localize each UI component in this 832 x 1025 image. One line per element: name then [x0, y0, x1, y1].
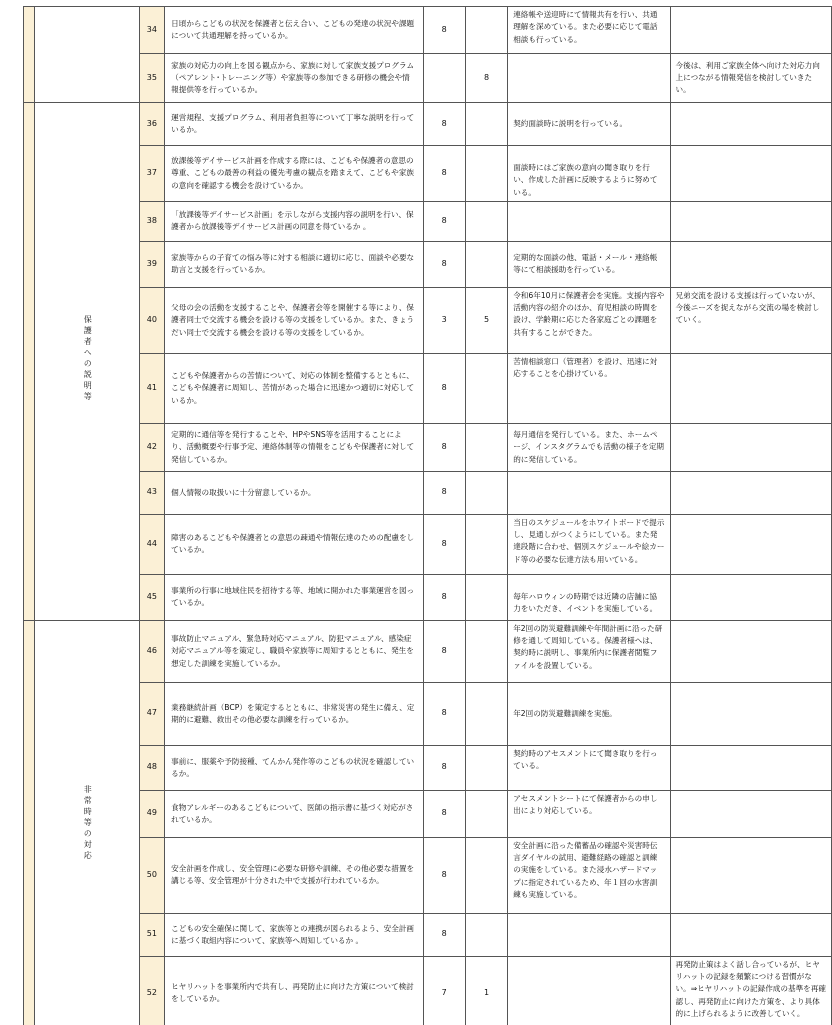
item-question: 父母の会の活動を支援することや、保護者会等を開催する等により、保護者同士で交流する機会を設ける等の支援をしているか。また、きょうだい同士で交流する機会を設ける等の支援をしているか。 [165, 287, 423, 353]
improvement-note [508, 956, 670, 1025]
item-number: 48 [139, 745, 165, 790]
item-question: ヒヤリハットを事業所内で共有し、再発防止に向けた方策について検討をしているか。 [165, 956, 423, 1025]
improvement-note [508, 913, 670, 956]
future-plan: 今後は、利用ご家族全体へ向けた対応力向上につながる情報発信を検討していきたい。 [670, 54, 831, 103]
improvement-note: 毎月通信を発行している。また、ホームページ、インスタグラムでも活動の様子を定期的に発信している。 [508, 423, 670, 471]
no-count [465, 574, 507, 620]
yes-count: 8 [423, 201, 465, 241]
future-plan: 兄弟交流を設ける支援は行っていないが、今後ニーズを捉えながら交流の場を検討していく。 [670, 287, 831, 353]
yes-count: 8 [423, 790, 465, 837]
item-number: 36 [139, 103, 165, 146]
table-row [24, 574, 832, 620]
yes-count: 8 [423, 423, 465, 471]
item-number: 35 [139, 54, 165, 103]
future-plan [670, 7, 831, 54]
no-count [465, 682, 507, 745]
item-question: 日頃からこどもの状況を保護者と伝え合い、こどもの発達の状況や課題について共通理解を持っているか。 [165, 7, 423, 54]
item-question: 「放課後等デイサービス計画」を示しながら支援内容の説明を行い、保護者から放課後等デイサービス計画の同意を得ているか 。 [165, 201, 423, 241]
table-row [24, 146, 832, 202]
improvement-note: アセスメントシートにて保護者からの申し出により対応している。 [508, 790, 670, 837]
yes-count: 8 [423, 913, 465, 956]
evaluation-table [23, 6, 832, 1025]
yes-count: 8 [423, 745, 465, 790]
table-row [24, 682, 832, 745]
item-question: 事故防止マニュアル、緊急時対応マニュアル、防犯マニュアル、感染症対応マニュアル等を策定し、職員や家族等に周知するとともに、発生を想定した訓練を実施しているか。 [165, 620, 423, 682]
item-question: こどもや保護者からの苦情について、対応の体制を整備するとともに、こどもや保護者に周知し、苦情があった場合に迅速かつ適切に対応しているか。 [165, 353, 423, 423]
improvement-note: 毎年ハロウィンの時期では近隣の店舗に協力をいただき、イベントを実施している。 [508, 574, 670, 620]
improvement-note: 年2回の防災避難訓練を実施。 [508, 682, 670, 745]
no-count: 5 [465, 287, 507, 353]
table-row [24, 103, 832, 146]
item-number: 38 [139, 201, 165, 241]
future-plan [670, 103, 831, 146]
item-number: 43 [139, 471, 165, 514]
table-row [24, 353, 832, 423]
yes-count: 8 [423, 574, 465, 620]
no-count [465, 146, 507, 202]
future-plan [670, 620, 831, 682]
yes-count: 8 [423, 241, 465, 287]
table-row [24, 241, 832, 287]
category-label: 非常時等の対応 [83, 784, 93, 862]
table-row [24, 7, 832, 54]
item-question: 食物アレルギーのあるこどもについて、医師の指示書に基づく対応がされているか。 [165, 790, 423, 837]
item-number: 41 [139, 353, 165, 423]
improvement-note: 苦情相談窓口（管理者）を設け、迅速に対応することを心掛けている。 [508, 353, 670, 423]
item-number: 39 [139, 241, 165, 287]
item-question: 事前に、服薬や予防接種、てんかん発作等のこどもの状況を確認しているか。 [165, 745, 423, 790]
no-count [465, 913, 507, 956]
category-band [24, 103, 35, 621]
category-cell-parents [34, 103, 139, 621]
no-count [465, 471, 507, 514]
no-count: 8 [465, 54, 507, 103]
item-question: 障害のあるこどもや保護者との意思の疎通や情報伝達のための配慮をしているか。 [165, 514, 423, 574]
item-number: 44 [139, 514, 165, 574]
item-question: こどもの安全確保に関して、家族等との連携が図られるよう、安全計画に基づく取組内容について、家族等へ周知しているか 。 [165, 913, 423, 956]
no-count [465, 353, 507, 423]
no-count [465, 103, 507, 146]
item-number: 34 [139, 7, 165, 54]
yes-count: 8 [423, 146, 465, 202]
future-plan [670, 201, 831, 241]
future-plan [670, 837, 831, 913]
future-plan [670, 574, 831, 620]
item-question: 放課後等デイサービス計画を作成する際には、こどもや保護者の意思の尊重、こどもの最善の利益の優先考慮の観点を踏まえて、こどもや家族の意向を確認する機会を設けているか。 [165, 146, 423, 202]
category-band [24, 620, 35, 1025]
improvement-note: 面談時にはご家族の意向の聞き取りを行い、作成した計画に反映するように努めている。 [508, 146, 670, 202]
future-plan [670, 790, 831, 837]
category-cell-emergency [34, 620, 139, 1025]
category-band [24, 7, 35, 103]
item-number: 42 [139, 423, 165, 471]
yes-count: 8 [423, 7, 465, 54]
future-plan [670, 913, 831, 956]
improvement-note [508, 54, 670, 103]
improvement-note: 年2回の防災避難訓練や年間計画に沿った研修を通して周知している。保護者様へは、契約時に説明し、事業所内に保護者閲覧ファイルを設置している。 [508, 620, 670, 682]
yes-count: 8 [423, 471, 465, 514]
item-question: 家族等からの子育ての悩み等に対する相談に適切に応じ、面談や必要な助言と支援を行っているか。 [165, 241, 423, 287]
item-question: 業務継続計画（BCP）を策定するとともに、非常災害の発生に備え、定期的に避難、救出その他必要な訓練を行っているか。 [165, 682, 423, 745]
yes-count: 8 [423, 353, 465, 423]
item-number: 37 [139, 146, 165, 202]
no-count [465, 620, 507, 682]
yes-count: 8 [423, 103, 465, 146]
item-number: 52 [139, 956, 165, 1025]
table-row [24, 790, 832, 837]
yes-count: 7 [423, 956, 465, 1025]
improvement-note: 契約時のアセスメントにて聞き取りを行っている。 [508, 745, 670, 790]
no-count [465, 514, 507, 574]
no-count [465, 423, 507, 471]
category-label: 保護者への説明等 [83, 315, 93, 404]
item-question: 個人情報の取扱いに十分留意しているか。 [165, 471, 423, 514]
item-number: 40 [139, 287, 165, 353]
future-plan [670, 146, 831, 202]
item-question: 定期的に通信等を発行することや、HPやSNS等を活用することにより、活動概要や行事予定、連絡体制等の情報をこどもや保護者に対して発信しているか。 [165, 423, 423, 471]
no-count [465, 7, 507, 54]
no-count [465, 837, 507, 913]
evaluation-sheet [23, 6, 832, 1025]
yes-count: 3 [423, 287, 465, 353]
table-row [24, 745, 832, 790]
improvement-note: 安全計画に沿った備蓄品の確認や災害時伝言ダイヤルの試用、避難経路の確認と訓練の実施をしている。また浸水ハザードマップに指定されているため、年１回の水害訓練も実施している。 [508, 837, 670, 913]
no-count [465, 745, 507, 790]
yes-count: 8 [423, 837, 465, 913]
yes-count: 8 [423, 514, 465, 574]
improvement-note: 定期的な面談の他、電話・メール・連絡帳等にて相談援助を行っている。 [508, 241, 670, 287]
future-plan [670, 682, 831, 745]
table-row [24, 54, 832, 103]
table-row [24, 956, 832, 1025]
table-row [24, 913, 832, 956]
table-row [24, 423, 832, 471]
improvement-note: 連絡帳や送迎時にて情報共有を行い、共通理解を深めている。また必要に応じて電話相談も行っている。 [508, 7, 670, 54]
item-number: 45 [139, 574, 165, 620]
item-number: 51 [139, 913, 165, 956]
future-plan [670, 745, 831, 790]
item-question: 運営規程、支援プログラム、利用者負担等について丁寧な説明を行っているか。 [165, 103, 423, 146]
table-row [24, 201, 832, 241]
item-question: 安全計画を作成し、安全管理に必要な研修や訓練、その他必要な措置を講じる等、安全管理が十分された中で支援が行われているか。 [165, 837, 423, 913]
future-plan [670, 423, 831, 471]
table-row [24, 837, 832, 913]
category-cell [34, 7, 139, 103]
item-question: 事業所の行事に地域住民を招待する等、地域に開かれた事業運営を図っているか。 [165, 574, 423, 620]
future-plan: 再発防止策はよく話し合っているが、ヒヤリハットの記録を頻繁につける習慣がない。⇒ヒヤリハットの記録作成の基準を再確認し、再発防止に向けた方策を、より具体的に上げられるように改善していく。 [670, 956, 831, 1025]
no-count [465, 241, 507, 287]
future-plan [670, 514, 831, 574]
improvement-note: 当日のスケジュールをホワイトボードで提示し、見通しがつくようにしている。また発達段階に合わせ、個別スケジュールや絵カード等の必要な伝達方法も用いている。 [508, 514, 670, 574]
table-row [24, 620, 832, 682]
improvement-note: 令和6年10月に保護者会を実施。支援内容や活動内容の紹介のほか、育児相談の時間を設け、学齢期に応じた各家庭ごとの課題を共有することができた。 [508, 287, 670, 353]
improvement-note: 契約面談時に説明を行っている。 [508, 103, 670, 146]
future-plan [670, 241, 831, 287]
no-count [465, 201, 507, 241]
item-question: 家族の対応力の向上を図る観点から、家族に対して家族支援プログラム（ペアレント･トレーニング等）や家族等の参加できる研修の機会や情報提供等を行っているか。 [165, 54, 423, 103]
no-count [465, 790, 507, 837]
item-number: 46 [139, 620, 165, 682]
yes-count: 8 [423, 682, 465, 745]
improvement-note [508, 471, 670, 514]
yes-count [423, 54, 465, 103]
table-row [24, 471, 832, 514]
table-row [24, 514, 832, 574]
improvement-note [508, 201, 670, 241]
yes-count: 8 [423, 620, 465, 682]
item-number: 50 [139, 837, 165, 913]
future-plan [670, 471, 831, 514]
item-number: 49 [139, 790, 165, 837]
item-number: 47 [139, 682, 165, 745]
no-count: 1 [465, 956, 507, 1025]
table-row [24, 287, 832, 353]
future-plan [670, 353, 831, 423]
